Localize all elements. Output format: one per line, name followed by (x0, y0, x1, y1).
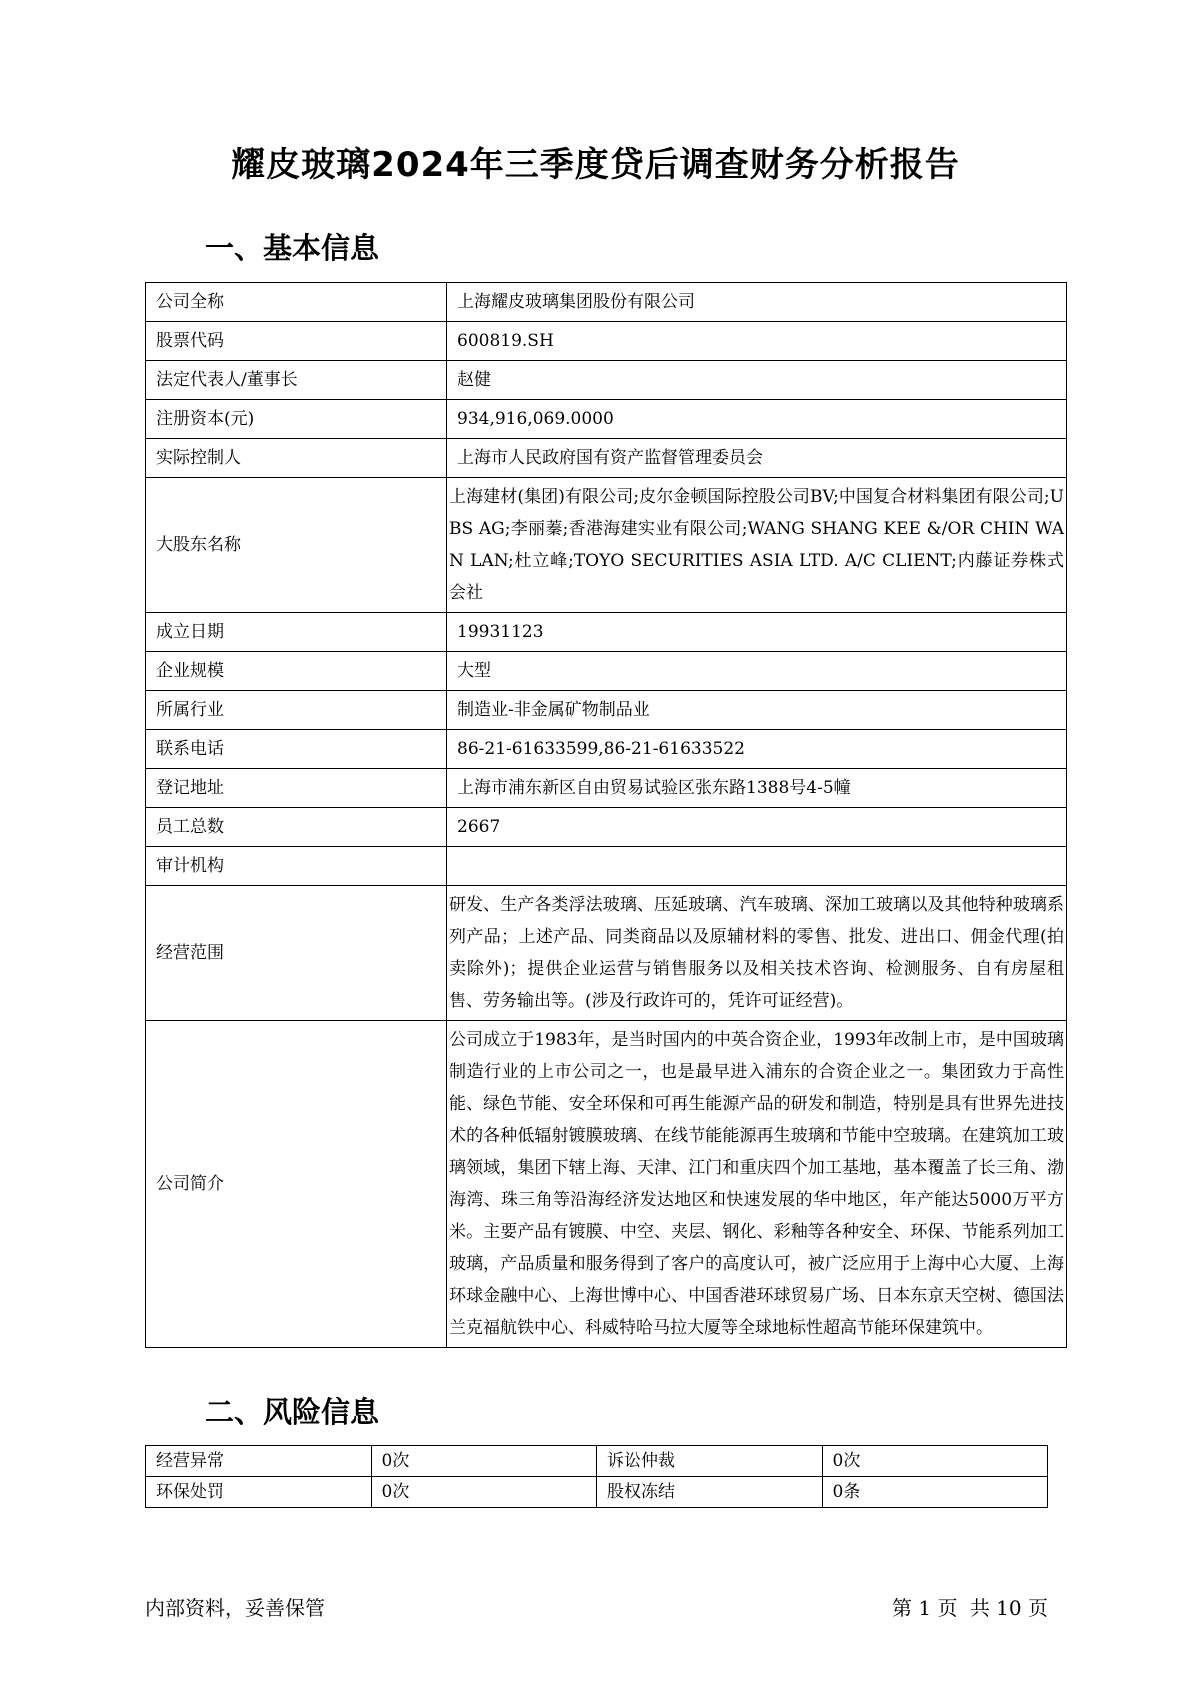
table-row (146, 283, 1067, 322)
table-row (146, 361, 1067, 400)
field-label-actual-controller: 实际控制人 (146, 439, 447, 478)
table-row (146, 478, 1067, 613)
field-label-employee-count: 员工总数 (146, 808, 447, 847)
risk-info-table (145, 1445, 1048, 1508)
table-row (146, 652, 1067, 691)
page-indicator: 第 1 页 (892, 1596, 958, 1620)
table-row (146, 1021, 1067, 1348)
footer-page-number (886, 1594, 1048, 1622)
field-value-employee-count: 2667 (447, 808, 1067, 847)
table-row (146, 439, 1067, 478)
report-title: 耀皮玻璃2024年三季度贷后调查财务分析报告 (231, 145, 960, 185)
risk-label-equity-freeze: 股权冻结 (597, 1477, 823, 1508)
field-label-established-date: 成立日期 (146, 613, 447, 652)
field-value-established-date: 19931123 (447, 613, 1067, 652)
table-row (146, 613, 1067, 652)
field-value-actual-controller: 上海市人民政府国有资产监督管理委员会 (447, 439, 1067, 478)
table-row (146, 769, 1067, 808)
field-value-phone: 86-21-61633599,86-21-61633522 (447, 730, 1067, 769)
field-label-business-scope: 经营范围 (146, 886, 447, 1021)
field-value-company-name: 上海耀皮玻璃集团股份有限公司 (447, 283, 1067, 322)
field-label-audit-firm: 审计机构 (146, 847, 447, 886)
footer-confidential-note: 内部资料，妥善保管 (145, 1596, 325, 1620)
risk-value-business-abnormal: 0次 (371, 1446, 597, 1477)
field-label-company-profile: 公司简介 (146, 1021, 447, 1348)
table-row (146, 847, 1067, 886)
table-row (146, 322, 1067, 361)
section-heading-risk-info: 二、风险信息 (205, 1395, 380, 1429)
field-label-registered-address: 登记地址 (146, 769, 447, 808)
field-value-company-scale: 大型 (447, 652, 1067, 691)
risk-label-business-abnormal: 经营异常 (146, 1446, 372, 1477)
field-value-legal-rep: 赵健 (447, 361, 1067, 400)
field-label-registered-capital: 注册资本(元) (146, 400, 447, 439)
field-value-stock-code: 600819.SH (447, 322, 1067, 361)
field-value-major-shareholders: 上海建材(集团)有限公司;皮尔金顿国际控股公司BV;中国复合材料集团有限公司;UBS AG;李丽蓁;香港海建实业有限公司;WANG SHANG KEE &/OR CHIN WAN LAN;杜立峰;TOYO SECURITIES ASIA LTD. A/C CLIENT;内藤证券株式会社 (447, 478, 1067, 613)
field-label-industry: 所属行业 (146, 691, 447, 730)
table-row (146, 400, 1067, 439)
field-label-major-shareholders: 大股东名称 (146, 478, 447, 613)
field-value-business-scope: 研发、生产各类浮法玻璃、压延玻璃、汽车玻璃、深加工玻璃以及其他特种玻璃系列产品；上述产品、同类商品以及原辅材料的零售、批发、进出口、佣金代理(拍卖除外)；提供企业运营与销售服务以及相关技术咨询、检测服务、自有房屋租售、劳务输出等。(涉及行政许可的，凭许可证经营)。 (447, 886, 1067, 1021)
section-heading-basic-info: 一、基本信息 (205, 231, 380, 265)
field-value-industry: 制造业-非金属矿物制品业 (447, 691, 1067, 730)
field-label-company-name: 公司全称 (146, 283, 447, 322)
table-row (146, 691, 1067, 730)
table-row (146, 886, 1067, 1021)
table-row (146, 730, 1067, 769)
basic-info-table (145, 282, 1067, 1348)
risk-value-equity-freeze: 0条 (822, 1477, 1048, 1508)
risk-value-environmental-penalty: 0次 (371, 1477, 597, 1508)
field-value-registered-address: 上海市浦东新区自由贸易试验区张东路1388号4-5幢 (447, 769, 1067, 808)
risk-label-litigation: 诉讼仲裁 (597, 1446, 823, 1477)
field-label-stock-code: 股票代码 (146, 322, 447, 361)
field-value-company-profile: 公司成立于1983年，是当时国内的中英合资企业，1993年改制上市，是中国玻璃制造行业的上市公司之一，也是最早进入浦东的合资企业之一。集团致力于高性能、绿色节能、安全环保和可再生能源产品的研发和制造，特别是具有世界先进技术的各种低辐射镀膜玻璃、在线节能能源再生玻璃和节能中空玻璃。在建筑加工玻璃领域，集团下辖上海、天津、江门和重庆四个加工基地，基本覆盖了长三角、渤海湾、珠三角等沿海经济发达地区和快速发展的华中地区，年产能达5000万平方米。主要产品有镀膜、中空、夹层、钢化、彩釉等各种安全、环保、节能系列加工玻璃，产品质量和服务得到了客户的高度认可，被广泛应用于上海中心大厦、上海环球金融中心、上海世博中心、中国香港环球贸易广场、日本东京天空树、德国法兰克福航铁中心、科威特哈马拉大厦等全球地标性超高节能环保建筑中。 (447, 1021, 1067, 1348)
risk-value-litigation: 0次 (822, 1446, 1048, 1477)
field-label-legal-rep: 法定代表人/董事长 (146, 361, 447, 400)
field-value-registered-capital: 934,916,069.0000 (447, 400, 1067, 439)
table-row (146, 1477, 1048, 1508)
total-pages: 共 10 页 (969, 1596, 1048, 1620)
field-label-phone: 联系电话 (146, 730, 447, 769)
table-row (146, 808, 1067, 847)
field-label-company-scale: 企业规模 (146, 652, 447, 691)
risk-label-environmental-penalty: 环保处罚 (146, 1477, 372, 1508)
table-row (146, 1446, 1048, 1477)
field-value-audit-firm (447, 847, 1067, 886)
